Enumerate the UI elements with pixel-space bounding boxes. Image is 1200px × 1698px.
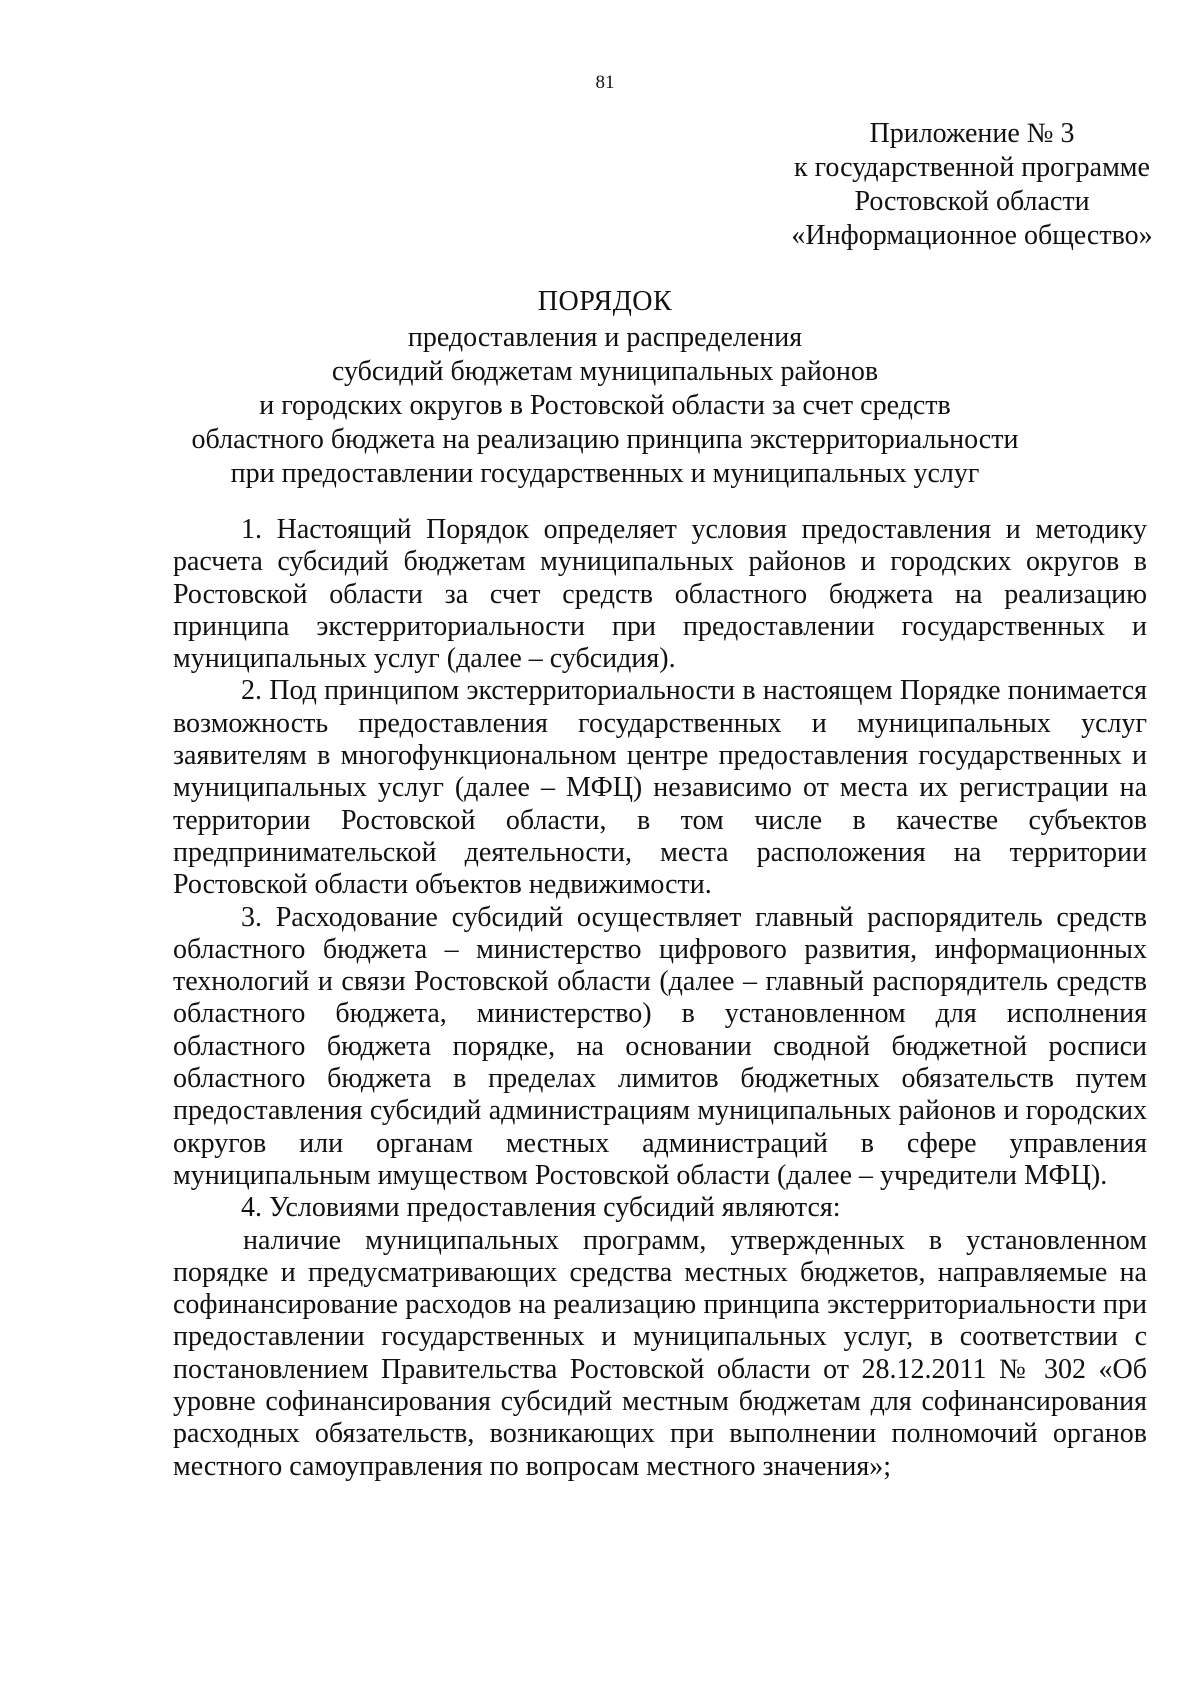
title-line: предоставления и распределения [407, 322, 803, 353]
appendix-line: «Информационное общество» [791, 220, 1153, 251]
title-line: при предоставлении государственных и муниципальных услуг [230, 458, 980, 489]
title-line: и городских округов в Ростовской области за счет средств [259, 390, 951, 421]
paragraph-1: 1. Настоящий Порядок определяет условия предоставления и методику расчета субсидий бюджетам муниципальных районов и городских округов в Ростовской области за счет средств областного бюджета на реализацию принципа экстерриториальности при предоставлении государственных и муниципальных услуг (далее – субсидия). [173, 514, 1147, 675]
paragraph-3: 3. Расходование субсидий осуществляет главный распорядитель средств областного бюджета – министерство цифрового развития, информационных технологий и связи Ростовской области (далее – главный распорядитель средств областного бюджета, министерство) в установленном для исполнения областного бюджета порядке, на основании сводной бюджетной росписи областного бюджета в пределах лимитов бюджетных обязательств путем предоставления субсидий администрациям муниципальных районов и городских округов или органам местных администраций в сфере управления муниципальным имуществом Ростовской области (далее – учредители МФЦ). [173, 901, 1147, 1191]
title-line: областного бюджета на реализацию принципа экстерриториальности [191, 424, 1019, 455]
document-heading: ПОРЯДОК [537, 286, 673, 317]
appendix-line: к государственной программе [794, 152, 1150, 183]
paragraph-4-condition: наличие муниципальных программ, утвержденных в установленном порядке и предусматривающих средства местных бюджетов, направляемые на софинансирование расходов на реализацию принципа экстерриториальности при предоставлении государственных и муниципальных услуг, в соответствии с постановлением Правительства Ростовской области от 28.12.2011 № 302 «Об уровне софинансирования субсидий местным бюджетам для софинансирования расходных обязательств, возникающих при выполнении полномочий органов местного самоуправления по вопросам местного значения»; [173, 1224, 1147, 1482]
page-number: 81 [595, 72, 615, 93]
appendix-line: Ростовской области [854, 186, 1090, 217]
appendix-line: Приложение № 3 [869, 118, 1075, 149]
paragraph-4: 4. Условиями предоставления субсидий являются: [241, 1192, 841, 1224]
paragraph-2: 2. Под принципом экстерриториальности в настоящем Порядке понимается возможность предоставления государственных и муниципальных услуг заявителям в многофункциональном центре предоставления государственных и муниципальных услуг (далее – МФЦ) независимо от места их регистрации на территории Ростовской области, в том числе в качестве субъектов предпринимательской деятельности, места расположения на территории Ростовской области объектов недвижимости. [173, 675, 1147, 901]
appendix-reference [782, 117, 1162, 253]
title-line: субсидий бюджетам муниципальных районов [331, 356, 879, 387]
document-body [173, 514, 1147, 1483]
document-title [160, 285, 1050, 491]
